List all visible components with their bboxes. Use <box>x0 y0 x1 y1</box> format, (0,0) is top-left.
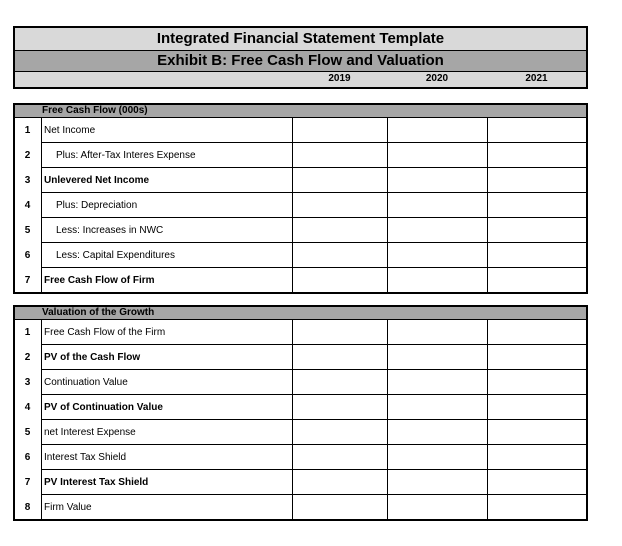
input-cell-2021[interactable] <box>487 495 586 520</box>
input-cell-2019[interactable] <box>292 445 387 470</box>
row-label: Continuation Value <box>41 370 292 395</box>
row-label: net Interest Expense <box>41 420 292 445</box>
row-label: Plus: Depreciation <box>41 193 292 218</box>
exhibit-subtitle: Exhibit B: Free Cash Flow and Valuation <box>15 50 586 72</box>
section-title: Valuation of the Growth <box>42 307 155 318</box>
input-cell-2020[interactable] <box>387 143 487 168</box>
table-row <box>15 495 586 520</box>
row-label: PV Interest Tax Shield <box>41 470 292 495</box>
input-cell-2020[interactable] <box>387 370 487 395</box>
input-cell-2020[interactable] <box>387 420 487 445</box>
table-row <box>15 420 586 445</box>
section-header <box>15 105 586 118</box>
table-row <box>15 243 586 268</box>
year-header-row <box>15 71 586 87</box>
row-label: Free Cash Flow of the Firm <box>41 320 292 345</box>
input-cell-2019[interactable] <box>292 118 387 143</box>
row-number: 8 <box>24 502 31 513</box>
row-label: Free Cash Flow of Firm <box>41 268 292 293</box>
input-cell-2020[interactable] <box>387 445 487 470</box>
input-cell-2019[interactable] <box>292 495 387 520</box>
row-number: 5 <box>24 427 31 438</box>
table-row <box>15 395 586 420</box>
table-row <box>15 345 586 370</box>
input-cell-2020[interactable] <box>387 495 487 520</box>
input-cell-2021[interactable] <box>487 243 586 268</box>
input-cell-2020[interactable] <box>387 193 487 218</box>
input-cell-2021[interactable] <box>487 118 586 143</box>
input-cell-2019[interactable] <box>292 193 387 218</box>
row-number: 6 <box>24 250 31 261</box>
input-cell-2020[interactable] <box>387 218 487 243</box>
input-cell-2019[interactable] <box>292 470 387 495</box>
input-cell-2021[interactable] <box>487 193 586 218</box>
input-cell-2021[interactable] <box>487 345 586 370</box>
row-number: 4 <box>24 402 31 413</box>
input-cell-2021[interactable] <box>487 445 586 470</box>
row-number: 5 <box>24 225 31 236</box>
row-number: 3 <box>24 377 31 388</box>
section-title: Free Cash Flow (000s) <box>42 105 148 116</box>
table-row <box>15 370 586 395</box>
table-row <box>15 168 586 193</box>
input-cell-2019[interactable] <box>292 168 387 193</box>
row-label: PV of the Cash Flow <box>41 345 292 370</box>
row-label: Net Income <box>41 118 292 143</box>
header-block <box>13 26 588 89</box>
input-cell-2019[interactable] <box>292 370 387 395</box>
row-number: 1 <box>24 125 31 136</box>
row-number: 4 <box>24 200 31 211</box>
input-cell-2021[interactable] <box>487 320 586 345</box>
input-cell-2020[interactable] <box>387 168 487 193</box>
input-cell-2020[interactable] <box>387 118 487 143</box>
valuation-section <box>13 305 588 521</box>
input-cell-2020[interactable] <box>387 395 487 420</box>
row-label: PV of Continuation Value <box>41 395 292 420</box>
input-cell-2019[interactable] <box>292 143 387 168</box>
table-row <box>15 320 586 345</box>
row-number: 1 <box>24 327 31 338</box>
input-cell-2020[interactable] <box>387 320 487 345</box>
row-label: Plus: After-Tax Interes Expense <box>41 143 292 168</box>
row-label: Less: Increases in NWC <box>41 218 292 243</box>
row-label: Interest Tax Shield <box>41 445 292 470</box>
row-number: 7 <box>24 275 31 286</box>
table-row <box>15 193 586 218</box>
input-cell-2021[interactable] <box>487 168 586 193</box>
row-number: 2 <box>24 150 31 161</box>
input-cell-2021[interactable] <box>487 370 586 395</box>
year-2020-header: 2020 <box>425 73 449 84</box>
section-header <box>15 307 586 320</box>
input-cell-2019[interactable] <box>292 345 387 370</box>
input-cell-2020[interactable] <box>387 470 487 495</box>
free-cash-flow-section <box>13 103 588 294</box>
row-number: 6 <box>24 452 31 463</box>
input-cell-2019[interactable] <box>292 395 387 420</box>
table-row <box>15 143 586 168</box>
input-cell-2021[interactable] <box>487 395 586 420</box>
row-label: Unlevered Net Income <box>41 168 292 193</box>
input-cell-2020[interactable] <box>387 243 487 268</box>
input-cell-2021[interactable] <box>487 420 586 445</box>
input-cell-2019[interactable] <box>292 218 387 243</box>
table-row <box>15 445 586 470</box>
row-number: 2 <box>24 352 31 363</box>
row-number: 3 <box>24 175 31 186</box>
input-cell-2021[interactable] <box>487 143 586 168</box>
table-row <box>15 268 586 293</box>
input-cell-2021[interactable] <box>487 470 586 495</box>
input-cell-2019[interactable] <box>292 243 387 268</box>
year-2021-header: 2021 <box>525 73 548 84</box>
input-cell-2021[interactable] <box>487 218 586 243</box>
table-row <box>15 470 586 495</box>
row-label: Firm Value <box>41 495 292 520</box>
input-cell-2019[interactable] <box>292 320 387 345</box>
input-cell-2020[interactable] <box>387 268 487 293</box>
input-cell-2020[interactable] <box>387 345 487 370</box>
page-title: Integrated Financial Statement Template <box>156 30 445 47</box>
input-cell-2019[interactable] <box>292 268 387 293</box>
input-cell-2021[interactable] <box>487 268 586 293</box>
row-number: 7 <box>24 477 31 488</box>
table-row <box>15 118 586 143</box>
table-row <box>15 218 586 243</box>
input-cell-2019[interactable] <box>292 420 387 445</box>
row-label: Less: Capital Expenditures <box>41 243 292 268</box>
year-2019-header: 2019 <box>328 73 351 84</box>
